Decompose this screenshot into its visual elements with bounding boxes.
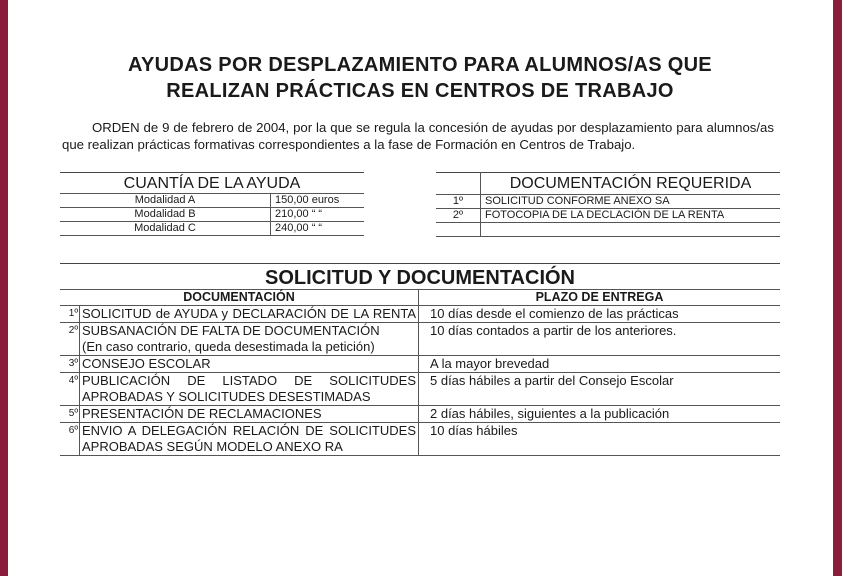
row-number: 5º	[60, 406, 80, 423]
row-documentacion	[80, 423, 419, 456]
right-border-bar	[833, 0, 842, 576]
doc-text: PUBLICACIÓN DE LISTADO DE SOLICITUDES APROBADAS Y SOLICITUDES DESESTIMADAS	[82, 373, 416, 404]
row-text: FOTOCOPIA DE LA DECLACIÓN DE LA RENTA	[481, 209, 781, 223]
row-text: SOLICITUD CONFORME ANEXO SA	[481, 195, 781, 209]
row-number: 2º	[436, 209, 481, 223]
table-row	[60, 373, 780, 406]
row-number: 3º	[60, 356, 80, 373]
row-plazo: 10 días contados a partir de los anteriores.	[419, 323, 781, 356]
row-plazo: 10 días hábiles	[419, 423, 781, 456]
solicitud-table	[60, 289, 780, 456]
table-row	[60, 406, 780, 423]
documentacion-column-header: DOCUMENTACIÓN	[60, 290, 419, 306]
table-row	[60, 323, 780, 356]
amount-cell: 240,00 “ “	[271, 222, 365, 236]
amount-cell: 150,00 euros	[271, 194, 365, 208]
left-border-bar	[0, 0, 8, 576]
solicitud-title: SOLICITUD Y DOCUMENTACIÓN	[60, 263, 780, 291]
plazo-column-header: PLAZO DE ENTREGA	[419, 290, 781, 306]
cuantia-title: CUANTÍA DE LA AYUDA	[60, 172, 364, 193]
modalidad-cell: Modalidad A	[60, 194, 271, 208]
cuantia-table	[60, 172, 364, 236]
intro-paragraph: ORDEN de 9 de febrero de 2004, por la que se regula la concesión de ayudas por desplazamiento para alumnos/as que realizan prácticas formativas correspondientes a la fase de Formación en Centros de Trabajo.	[62, 120, 774, 152]
doc-text: ENVIO A DELEGACIÓN RELACIÓN DE SOLICITUDES APROBADAS SEGÚN MODELO ANEXO RA	[82, 423, 416, 454]
row-number: 2º	[60, 323, 80, 356]
doc-text: SUBSANACIÓN DE FALTA DE DOCUMENTACIÓN	[82, 323, 380, 338]
table-row	[436, 223, 780, 237]
row-plazo: A la mayor brevedad	[419, 356, 781, 373]
row-documentacion	[80, 373, 419, 406]
row-plazo: 2 días hábiles, siguientes a la publicación	[419, 406, 781, 423]
number-header	[436, 173, 481, 195]
row-number: 4º	[60, 373, 80, 406]
row-number: 1º	[436, 195, 481, 209]
table-row	[436, 195, 780, 209]
row-plazo: 5 días hábiles a partir del Consejo Escolar	[419, 373, 781, 406]
doc-note: (En caso contrario, queda desestimada la petición)	[82, 339, 375, 354]
title-line-1: AYUDAS POR DESPLAZAMIENTO PARA ALUMNOS/AS QUE	[128, 54, 712, 76]
documentacion-requerida-title: DOCUMENTACIÓN REQUERIDA	[481, 173, 781, 195]
row-number	[436, 223, 481, 237]
row-text	[481, 223, 781, 237]
table-header-row	[60, 290, 780, 306]
table-row	[60, 306, 780, 323]
modalidad-cell: Modalidad C	[60, 222, 271, 236]
table-header-row	[436, 173, 780, 195]
modalidad-cell: Modalidad B	[60, 208, 271, 222]
table-row	[60, 222, 364, 236]
amount-cell: 210,00 “ “	[271, 208, 365, 222]
table-row	[60, 423, 780, 456]
row-number: 1º	[60, 306, 80, 323]
document-title	[60, 52, 780, 104]
documentacion-requerida-table	[436, 172, 780, 237]
row-number: 6º	[60, 423, 80, 456]
row-documentacion: CONSEJO ESCOLAR	[80, 356, 419, 373]
table-row	[60, 194, 364, 208]
row-documentacion: PRESENTACIÓN DE RECLAMACIONES	[80, 406, 419, 423]
table-row	[60, 208, 364, 222]
table-row	[60, 356, 780, 373]
doc-text: SOLICITUD de AYUDA y DECLARACIÓN DE LA RENTA	[82, 306, 416, 321]
title-line-2: REALIZAN PRÁCTICAS EN CENTROS DE TRABAJO	[166, 80, 674, 102]
table-row	[436, 209, 780, 223]
row-documentacion	[80, 306, 419, 323]
row-documentacion	[80, 323, 419, 356]
row-plazo: 10 días desde el comienzo de las prácticas	[419, 306, 781, 323]
